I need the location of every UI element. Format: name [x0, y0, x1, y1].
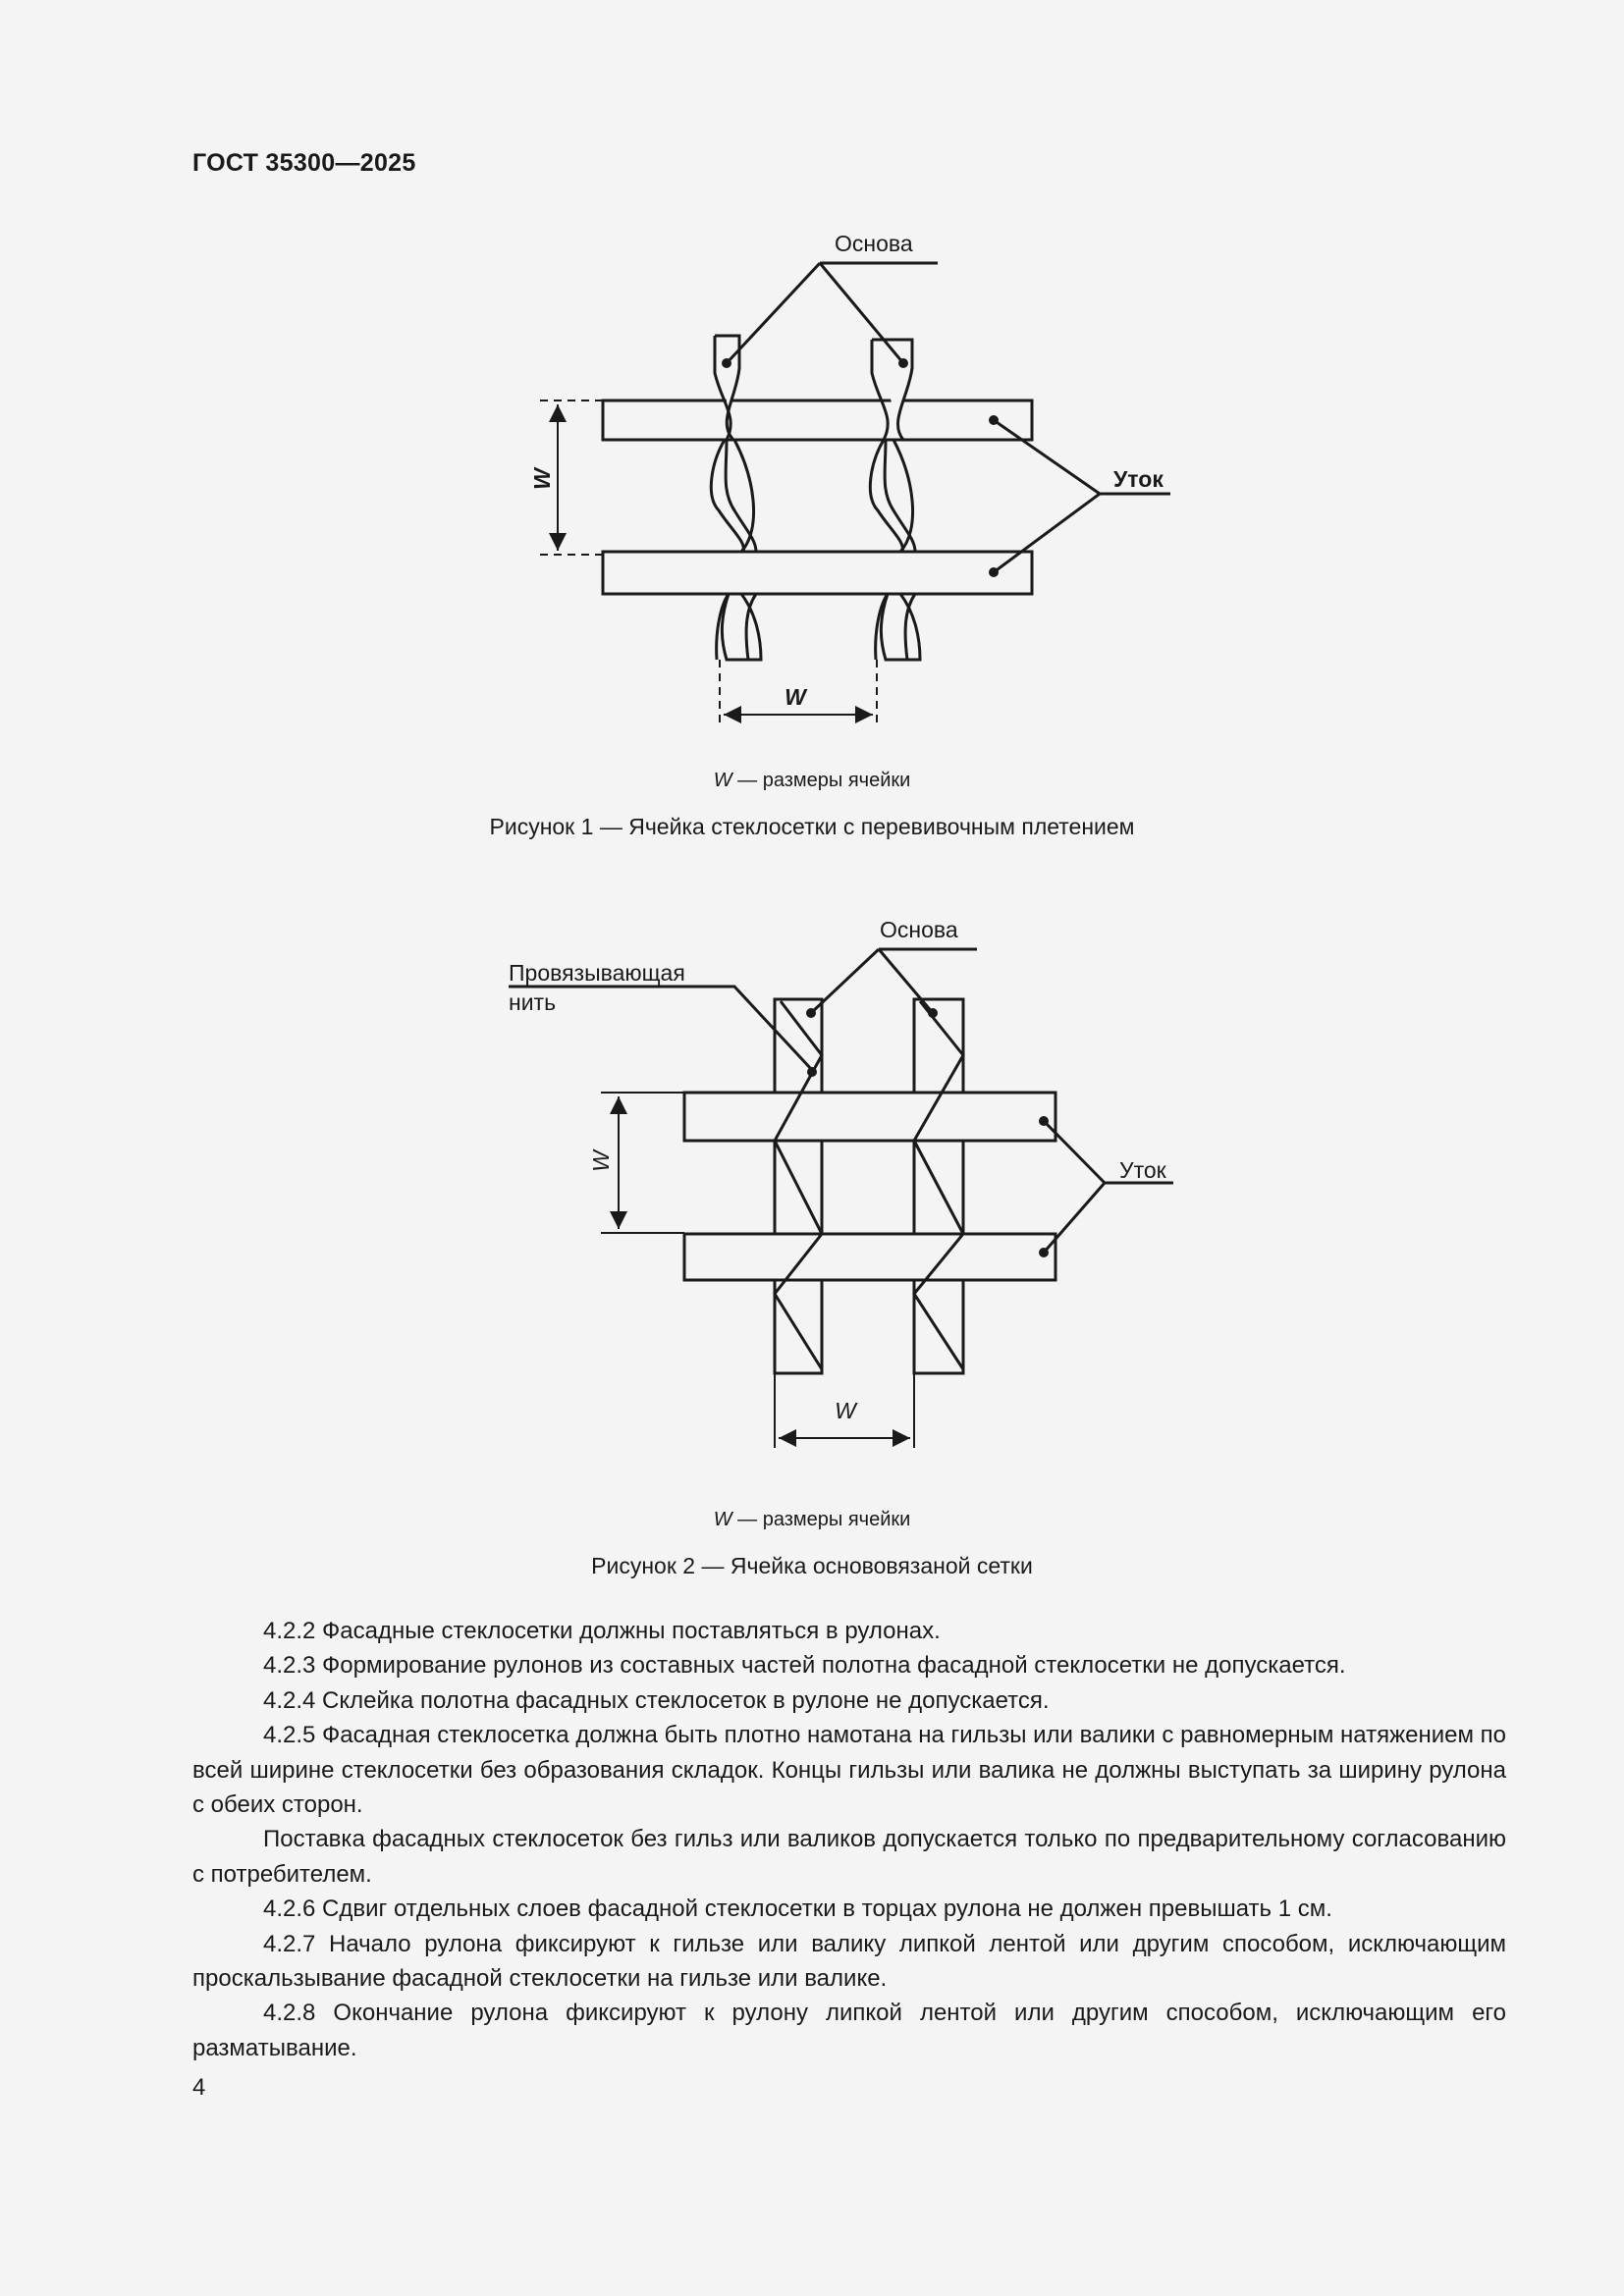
- paragraph-4-2-3: 4.2.3 Формирование рулонов из составных частей полотна фасадной стеклосетки не допускается.: [263, 1652, 1346, 1680]
- label-warp-fig2: Основа: [880, 917, 958, 942]
- paragraph-4-2-5: 4.2.5 Фасадная стеклосетка должна быть плотно намотана на гильзы или валики с равномерным натяжением по всей ширине стеклосетки без образования складок. Концы гильзы или валика не должны выступать за ширину рулона с обеих сторон.: [192, 1722, 1506, 1819]
- figure-2-warp-knitted-diagram: [0, 883, 1624, 1472]
- dim-label-vertical-fig2: W: [588, 1150, 614, 1172]
- dim-label-horizontal-fig1: W: [785, 684, 806, 710]
- weft-thread-bottom: [684, 1234, 1056, 1280]
- label-binding-thread-line2: нить: [509, 989, 557, 1015]
- figure-2-legend: W — размеры ячейки: [713, 1509, 911, 1530]
- warp-twist-left: [711, 336, 761, 660]
- dim-label-vertical-fig1: W: [529, 468, 555, 490]
- figure-2-caption: Рисунок 2 — Ячейка основовязаной сетки: [591, 1553, 1033, 1578]
- weft-thread-top: [603, 400, 1032, 440]
- label-weft-fig2: Уток: [1119, 1157, 1166, 1183]
- page-number: 4: [192, 2074, 206, 2101]
- label-warp-fig1: Основа: [835, 231, 913, 256]
- weft-thread-bottom: [603, 552, 1032, 594]
- figure-1-leno-weave-diagram: [0, 0, 1624, 746]
- paragraph-4-2-8: 4.2.8 Окончание рулона фиксируют к рулону липкой лентой или другим способом, исключающим его разматывание.: [192, 2000, 1506, 2061]
- figure-1-caption: Рисунок 1 — Ячейка стеклосетки с перевивочным плетением: [489, 814, 1135, 839]
- figure-1-legend: W — размеры ячейки: [713, 770, 911, 791]
- paragraph-4-2-6: 4.2.6 Сдвиг отдельных слоев фасадной стеклосетки в торцах рулона не должен превышать 1 см.: [263, 1896, 1332, 1923]
- paragraph-4-2-5-delivery: Поставка фасадных стеклосеток без гильз или валиков допускается только по предварительному согласованию с потребителем.: [192, 1826, 1506, 1888]
- paragraph-4-2-7: 4.2.7 Начало рулона фиксируют к гильзе или валику липкой лентой или другим способом, исключающим проскальзывание фасадной стеклосетки на гильзе или валике.: [192, 1930, 1506, 1993]
- dim-label-horizontal-fig2: W: [835, 1398, 856, 1423]
- weft-thread-top: [684, 1093, 1056, 1141]
- paragraph-4-2-4: 4.2.4 Склейка полотна фасадных стеклосеток в рулоне не допускается.: [263, 1686, 1050, 1714]
- warp-twist-right: [870, 340, 920, 660]
- label-binding-thread-line1: Провязывающая: [509, 960, 685, 986]
- paragraph-4-2-2: 4.2.2 Фасадные стеклосетки должны поставляться в рулонах.: [263, 1618, 941, 1644]
- body-text: [192, 1614, 1506, 2065]
- document-header: ГОСТ 35300—2025: [192, 149, 416, 177]
- label-weft-fig1: Уток: [1113, 466, 1164, 492]
